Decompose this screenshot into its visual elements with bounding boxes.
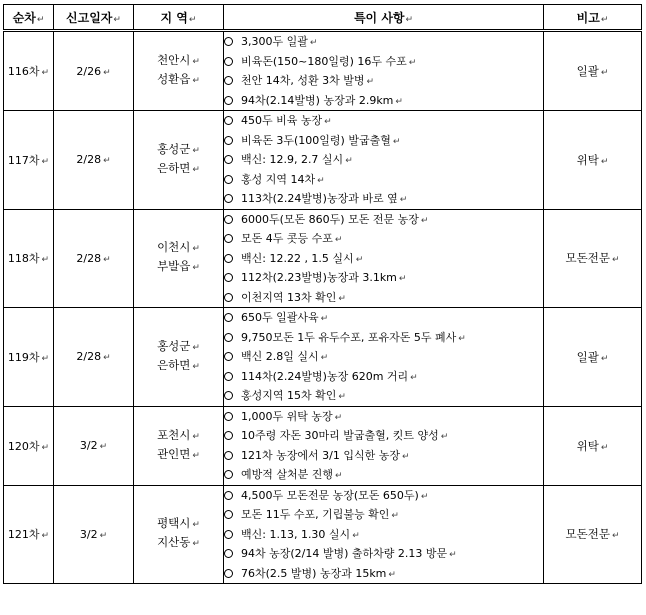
detail-item: 백신: 12.9, 2.7 실시 ↵: [224, 150, 543, 170]
detail-item: 1,000두 위탁 농장 ↵: [224, 407, 543, 427]
paragraph-mark: ↵: [41, 68, 50, 78]
paragraph-mark: ↵: [41, 255, 50, 266]
paragraph-mark: ↵: [192, 539, 200, 550]
circle-bullet-icon: [224, 391, 233, 400]
paragraph-mark: ↵: [192, 361, 200, 372]
circle-bullet-icon: [224, 215, 233, 224]
paragraph-mark: ↵: [192, 145, 200, 156]
detail-item: 450두 비육 농장 ↵: [224, 111, 543, 131]
cell-details: [224, 209, 544, 308]
header-note: 비고↵: [544, 5, 642, 31]
circle-bullet-icon: [224, 569, 233, 578]
detail-item: 이천지역 13차 확인 ↵: [224, 288, 543, 308]
paragraph-mark: ↵: [440, 432, 449, 442]
detail-item: 114차(2.24발병)농장 620m 거리 ↵: [224, 367, 543, 387]
cell-seq: 118차 ↵: [4, 209, 54, 308]
paragraph-mark: ↵: [334, 235, 343, 245]
cell-region: 평택시 ↵ 지산동 ↵: [134, 485, 224, 584]
paragraph-mark: ↵: [366, 77, 375, 87]
detail-item: 9,750모돈 1두 유두수포, 포유자돈 5두 폐사 ↵: [224, 328, 543, 348]
detail-item: 비육돈 3두(100일령) 발굽출혈 ↵: [224, 131, 543, 151]
table-row: [4, 406, 642, 485]
cell-note: 위탁 ↵: [544, 406, 642, 485]
paragraph-mark: ↵: [388, 569, 396, 580]
detail-item: 백신: 12.22 , 1.5 실시 ↵: [224, 249, 543, 269]
cell-date: 3/2 ↵: [54, 485, 134, 584]
paragraph-mark: ↵: [192, 57, 200, 67]
circle-bullet-icon: [224, 313, 233, 322]
detail-item: 76차(2.5 발병) 농장과 15km ↵: [224, 564, 543, 584]
paragraph-mark: ↵: [103, 156, 111, 167]
paragraph-mark: ↵: [309, 38, 318, 48]
paragraph-mark: ↵: [41, 353, 50, 364]
paragraph-mark: ↵: [391, 511, 399, 521]
cell-date: 3/2 ↵: [54, 406, 134, 485]
detail-item: 94차(2.14발병) 농장과 2.9km ↵: [224, 91, 543, 111]
paragraph-mark: ↵: [600, 68, 609, 78]
paragraph-mark: ↵: [99, 442, 108, 452]
circle-bullet-icon: [224, 76, 233, 85]
header-region: 지 역↵: [134, 5, 224, 31]
paragraph-mark: ↵: [600, 442, 609, 453]
paragraph-mark: ↵: [410, 372, 418, 383]
cell-region: 이천시 ↵ 부발읍 ↵: [134, 209, 224, 308]
cell-details: [224, 308, 544, 407]
paragraph-mark: ↵: [103, 353, 111, 364]
detail-item: 3,300두 일괄 ↵: [224, 32, 543, 52]
paragraph-mark: ↵: [192, 342, 200, 353]
cell-details: [224, 406, 544, 485]
paragraph-mark: ↵: [192, 431, 200, 442]
paragraph-mark: ↵: [392, 136, 401, 147]
paragraph-mark: ↵: [192, 164, 200, 175]
cell-region: 천안시 ↵ 성환읍 ↵: [134, 31, 224, 111]
circle-bullet-icon: [224, 194, 233, 203]
paragraph-mark: ↵: [600, 353, 609, 364]
detail-item: 모돈 4두 콧등 수포 ↵: [224, 229, 543, 249]
cell-date: 2/28 ↵: [54, 308, 134, 407]
paragraph-mark: ↵: [41, 531, 50, 542]
table-row: [4, 485, 642, 584]
paragraph-mark: ↵: [335, 471, 343, 481]
paragraph-mark: ↵: [352, 530, 360, 541]
cell-note: 위탁 ↵: [544, 111, 642, 210]
circle-bullet-icon: [224, 451, 233, 460]
cell-region: 포천시 ↵ 관인면 ↵: [134, 406, 224, 485]
circle-bullet-icon: [224, 136, 233, 145]
paragraph-mark: ↵: [611, 255, 620, 266]
paragraph-mark: ↵: [449, 550, 457, 560]
table-row: [4, 111, 642, 210]
detail-item: 모돈 11두 수포, 기립불능 확인 ↵: [224, 505, 543, 525]
circle-bullet-icon: [224, 116, 233, 125]
cell-region: 홍성군 ↵ 은하면 ↵: [134, 308, 224, 407]
paragraph-mark: ↵: [320, 314, 329, 324]
detail-item: 6000두(모돈 860두) 모돈 전문 농장 ↵: [224, 210, 543, 230]
detail-item: 112차(2.23발병)농장과 3.1km ↵: [224, 268, 543, 288]
paragraph-mark: ↵: [420, 491, 429, 502]
paragraph-mark: ↵: [317, 175, 325, 186]
cell-date: 2/28 ↵: [54, 209, 134, 308]
table-row: [4, 31, 642, 111]
paragraph-mark: ↵: [324, 117, 332, 127]
detail-item: 121차 농장에서 3/1 입식한 농장 ↵: [224, 446, 543, 466]
cell-seq: 116차 ↵: [4, 31, 54, 111]
paragraph-mark: ↵: [99, 530, 108, 541]
circle-bullet-icon: [224, 491, 233, 500]
detail-item: 홍성 지역 14차 ↵: [224, 170, 543, 190]
paragraph-mark: ↵: [192, 263, 200, 274]
detail-item: 예방적 살처분 진행 ↵: [224, 465, 543, 485]
cell-note: 모돈전문 ↵: [544, 209, 642, 308]
outbreak-report-table: [3, 4, 642, 584]
cell-seq: 121차 ↵: [4, 485, 54, 584]
circle-bullet-icon: [224, 372, 233, 381]
paragraph-mark: ↵: [338, 392, 346, 402]
cell-seq: 117차 ↵: [4, 111, 54, 210]
circle-bullet-icon: [224, 470, 233, 479]
circle-bullet-icon: [224, 96, 233, 105]
cell-date: 2/28 ↵: [54, 111, 134, 210]
detail-item: 94차 농장(2/14 발병) 출하차량 2.13 방문 ↵: [224, 544, 543, 564]
detail-item: 홍성지역 15차 확인 ↵: [224, 386, 543, 406]
cell-details: [224, 485, 544, 584]
circle-bullet-icon: [224, 175, 233, 184]
circle-bullet-icon: [224, 254, 233, 263]
paragraph-mark: ↵: [395, 96, 403, 107]
detail-item: 4,500두 모돈전문 농장(모돈 650두) ↵: [224, 486, 543, 506]
cell-note: 일괄 ↵: [544, 308, 642, 407]
circle-bullet-icon: [224, 510, 233, 519]
detail-item: 백신 2.8일 실시 ↵: [224, 347, 543, 367]
detail-item: 천안 14차, 성환 3차 발병 ↵: [224, 71, 543, 91]
paragraph-mark: ↵: [103, 254, 111, 265]
paragraph-mark: ↵: [398, 274, 407, 284]
paragraph-mark: ↵: [334, 412, 343, 423]
circle-bullet-icon: [224, 530, 233, 539]
circle-bullet-icon: [224, 412, 233, 421]
paragraph-mark: ↵: [600, 156, 609, 167]
paragraph-mark: ↵: [338, 293, 346, 304]
circle-bullet-icon: [224, 431, 233, 440]
detail-item: 비육돈(150~180일령) 16두 수포 ↵: [224, 52, 543, 72]
table-row: [4, 209, 642, 308]
detail-item: 백신: 1.13, 1.30 실시 ↵: [224, 525, 543, 545]
paragraph-mark: ↵: [192, 76, 200, 86]
circle-bullet-icon: [224, 273, 233, 282]
circle-bullet-icon: [224, 155, 233, 164]
paragraph-mark: ↵: [420, 215, 429, 226]
cell-region: 홍성군 ↵ 은하면 ↵: [134, 111, 224, 210]
circle-bullet-icon: [224, 352, 233, 361]
paragraph-mark: ↵: [355, 254, 364, 265]
cell-note: 일괄 ↵: [544, 31, 642, 111]
circle-bullet-icon: [224, 37, 233, 46]
circle-bullet-icon: [224, 549, 233, 558]
detail-item: 113차(2.24발병)농장과 바로 옆 ↵: [224, 189, 543, 209]
cell-details: [224, 31, 544, 111]
circle-bullet-icon: [224, 234, 233, 243]
paragraph-mark: ↵: [399, 195, 408, 205]
table-header-row: [4, 5, 642, 31]
cell-note: 모돈전문 ↵: [544, 485, 642, 584]
detail-item: 650두 일괄사육 ↵: [224, 308, 543, 328]
circle-bullet-icon: [224, 333, 233, 342]
paragraph-mark: ↵: [408, 57, 417, 68]
cell-date: 2/26 ↵: [54, 31, 134, 111]
paragraph-mark: ↵: [345, 156, 353, 166]
paragraph-mark: ↵: [320, 353, 329, 363]
circle-bullet-icon: [224, 293, 233, 302]
paragraph-mark: ↵: [103, 67, 111, 78]
header-seq: 순차↵: [4, 5, 54, 31]
cell-seq: 120차 ↵: [4, 406, 54, 485]
cell-seq: 119차 ↵: [4, 308, 54, 407]
header-detail: 특이 사항↵: [224, 5, 544, 31]
paragraph-mark: ↵: [611, 531, 620, 542]
paragraph-mark: ↵: [401, 451, 410, 462]
cell-details: [224, 111, 544, 210]
header-date: 신고일자↵: [54, 5, 134, 31]
paragraph-mark: ↵: [41, 156, 50, 167]
table-row: [4, 308, 642, 407]
paragraph-mark: ↵: [41, 442, 50, 453]
paragraph-mark: ↵: [458, 333, 466, 344]
detail-item: 10주령 자돈 30마리 발굽출혈, 킷트 양성 ↵: [224, 426, 543, 446]
paragraph-mark: ↵: [192, 450, 200, 461]
circle-bullet-icon: [224, 57, 233, 66]
paragraph-mark: ↵: [192, 520, 200, 531]
paragraph-mark: ↵: [192, 244, 200, 255]
